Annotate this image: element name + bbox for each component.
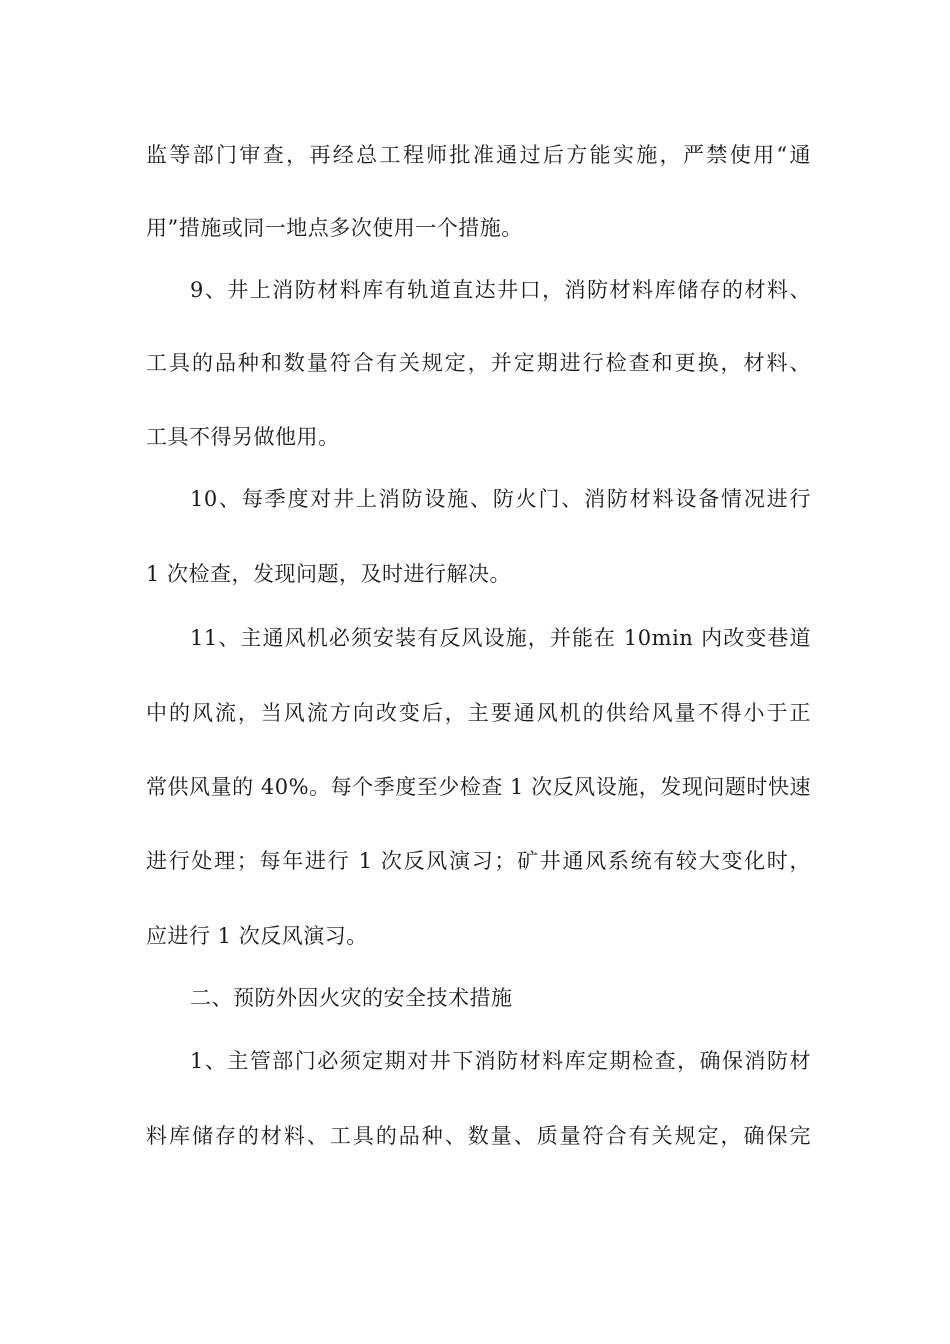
text-line: 进行处理；每年进行 1 次反风演习；矿井通风系统有较大变化时， — [146, 849, 811, 873]
paragraph-9-line: 9、井上消防材料库有轨道直达井口，消防材料库储存的材料、 — [190, 278, 811, 302]
text-line: 工具的品种和数量符合有关规定，并定期进行检查和更换，材料、 — [146, 351, 811, 375]
text-line: 用”措施或同一地点多次使用一个措施。 — [146, 216, 523, 240]
paragraph-11-line: 11、主通风机必须安装有反风设施，并能在 10min 内改变巷道 — [190, 626, 811, 650]
text-line: 中的风流，当风流方向改变后，主要通风机的供给风量不得小于正 — [146, 701, 811, 725]
text-line: 监等部门审查，再经总工程师批准通过后方能实施，严禁使用“通 — [146, 143, 811, 167]
section-heading: 二、预防外因火灾的安全技术措施 — [190, 986, 513, 1010]
text-line: 常供风量的 40%。每个季度至少检查 1 次反风设施，发现问题时快速 — [146, 775, 811, 799]
text-line: 料库储存的材料、工具的品种、数量、质量符合有关规定，确保完 — [146, 1124, 811, 1148]
text-line: 应进行 1 次反风演习。 — [146, 924, 368, 948]
text-line: 1 次检查，发现问题，及时进行解决。 — [146, 562, 512, 586]
paragraph-10-line: 10、每季度对井上消防设施、防火门、消防材料设备情况进行 — [190, 487, 811, 511]
text-line: 工具不得另做他用。 — [146, 425, 340, 449]
paragraph-1-line: 1、主管部门必须定期对井下消防材料库定期检查，确保消防材 — [190, 1049, 811, 1073]
